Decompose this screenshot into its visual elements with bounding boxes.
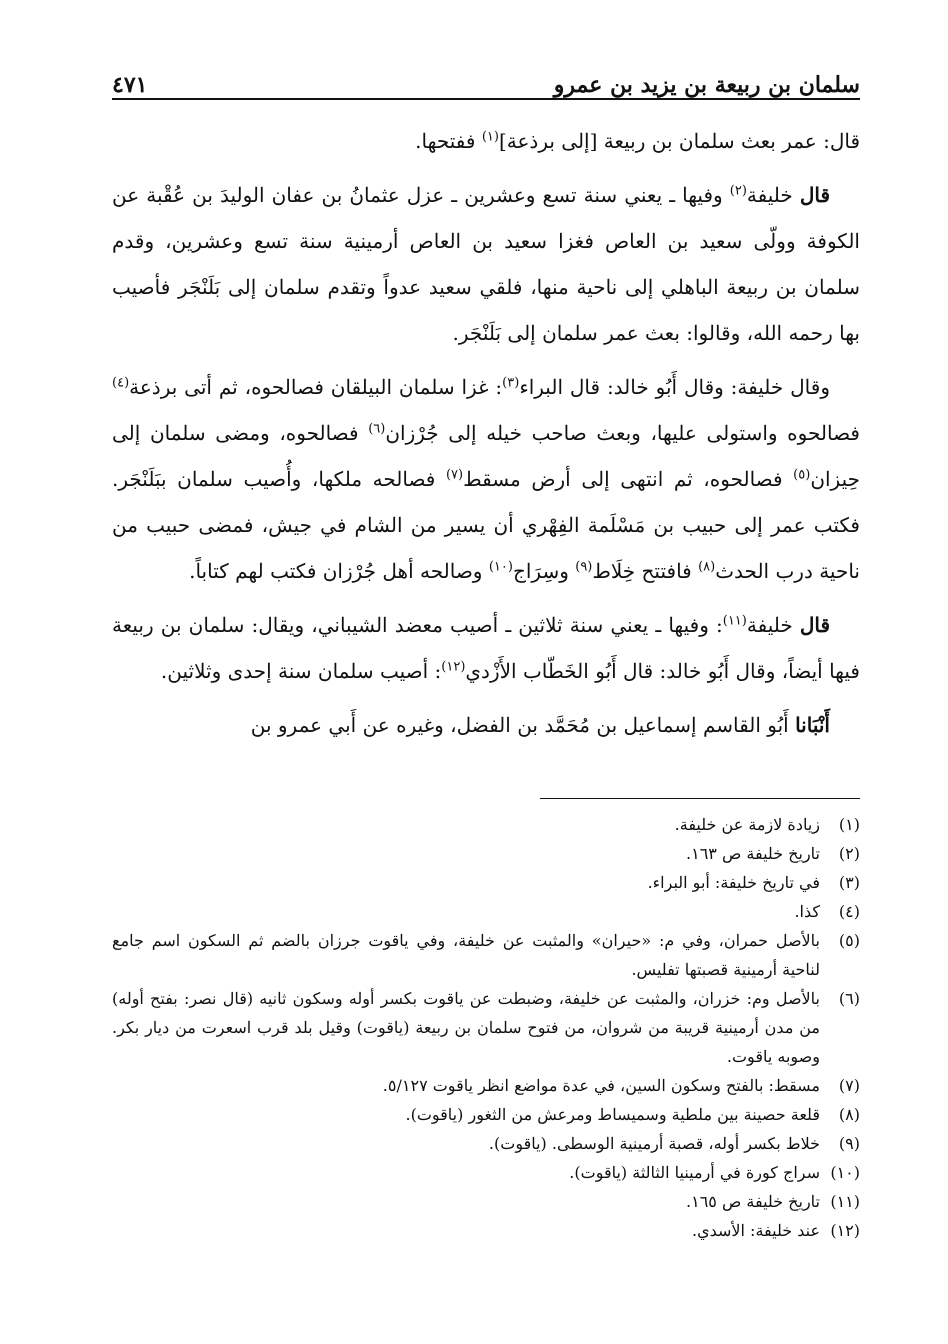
paragraph-1 bbox=[112, 118, 860, 164]
footnote-item bbox=[112, 926, 860, 984]
paragraph-1-text-b: ففتحها. bbox=[415, 129, 482, 153]
footnote-number: (١) bbox=[838, 815, 860, 834]
footnote-item bbox=[112, 1100, 860, 1129]
paragraph-3-text-d: فصالحوه، ومضى سلمان إلى حِيزان bbox=[112, 421, 860, 491]
footnote-number: (٣) bbox=[838, 873, 860, 892]
page-number: ٤٧١ bbox=[112, 72, 148, 98]
footnote-number: (١٠) bbox=[830, 1163, 860, 1182]
footnote-text: قلعة حصينة بين ملطية وسميساط ومرعش من الثغور (ياقوت). bbox=[405, 1105, 820, 1124]
footnote-ref-6: (٦) bbox=[368, 421, 386, 437]
footnote-number: (٩) bbox=[838, 1134, 860, 1153]
footnote-ref-3: (٣) bbox=[502, 375, 520, 391]
footnote-item bbox=[112, 1129, 860, 1158]
paragraph-2 bbox=[112, 172, 860, 356]
paragraph-2-text-a: خليفة bbox=[746, 183, 800, 207]
footnote-text: سراج كورة في أرمينيا الثالثة (ياقوت). bbox=[569, 1163, 820, 1182]
footnote-item bbox=[112, 1187, 860, 1216]
paragraph-4-text-b: : وفيها ـ يعني سنة ثلاثين ـ أصيب معضد الشيباني، ويقال: سلمان بن ربيعة فيها أيضاً، وقال أَبُو خالد: قال أَبُو الخَطّاب الأَزْدي bbox=[112, 613, 860, 683]
paragraph-3 bbox=[112, 364, 860, 594]
footnote-ref-12: (١٢) bbox=[441, 659, 466, 675]
paragraph-5-text-a: أَبُو القاسم إسماعيل بن مُحَمَّد بن الفضل، وغيره عن أَبي عمرو بن bbox=[250, 713, 796, 737]
page-header bbox=[112, 58, 860, 98]
header-rule bbox=[112, 98, 860, 100]
footnote-text: تاريخ خليفة ص ١٦٥. bbox=[686, 1192, 820, 1211]
paragraph-3-text-g: فافتتح خِلَاط bbox=[592, 559, 699, 583]
footnote-number: (٥) bbox=[838, 931, 860, 950]
footnote-ref-1: (١) bbox=[481, 129, 499, 145]
paragraph-4-text-c: : أصيب سلمان سنة إحدى وثلاثين. bbox=[160, 659, 442, 683]
paragraph-2-keyword: قال bbox=[799, 183, 830, 207]
footnote-ref-2: (٢) bbox=[729, 183, 747, 199]
footnote-item bbox=[112, 1071, 860, 1100]
footnote-ref-7: (٧) bbox=[445, 467, 464, 483]
footnote-number: (٨) bbox=[838, 1105, 860, 1124]
footnote-text: عند خليفة: الأسدي. bbox=[691, 1221, 820, 1240]
footnote-text: مسقط: بالفتح وسكون السين، في عدة مواضع انظر ياقوت ٥/١٢٧. bbox=[382, 1076, 820, 1095]
footnote-ref-8: (٨) bbox=[698, 559, 716, 575]
footnote-number: (١١) bbox=[830, 1192, 860, 1211]
paragraph-3-text-c: فصالحوه واستولى عليها، وبعث صاحب خيله إلى جُرْزان bbox=[385, 421, 860, 445]
footnote-text: في تاريخ خليفة: أبو البراء. bbox=[647, 873, 820, 892]
paragraph-2-text-b: وفيها ـ يعني سنة تسع وعشرين ـ عزل عثمانُ بن عفان الوليدَ بن عُقْبة عن الكوفة وولّى سعيد بن العاص فغزا سعيد بن العاص أرمينية سنة تسع وعشرين، وقدم سلمان بن ربيعة الباهلي إلى ناحية منها، فلقي سعيد عدواً وتقدم سلمان إلى بَلَنْجَر فأصيب بها رحمه الله، وقالوا: بعث عمر سلمان إلى بَلَنْجَر. bbox=[112, 183, 860, 345]
paragraph-4 bbox=[112, 602, 860, 694]
footnote-item bbox=[112, 839, 860, 868]
footnote-text: بالأصل وم: خزران، والمثبت عن خليفة، وضبطت عن ياقوت بكسر أوله وسكون ثانيه (قال نصر: بفتح أوله) من مدن أرمينية قريبة من شروان، من فتوح سلمان بن ربيعة (ياقوت) وقيل بلد قرب اسعرت من ديار بكر. وصوبه ياقوت. bbox=[112, 989, 821, 1066]
footnote-text: كذا. bbox=[794, 902, 820, 921]
running-title: سلمان بن ربيعة بن يزيد بن عمرو bbox=[553, 72, 860, 98]
footnote-item bbox=[112, 1216, 860, 1245]
footnote-text: خلاط بكسر أوله، قصبة أرمينية الوسطى. (ياقوت). bbox=[488, 1134, 820, 1153]
footnotes bbox=[112, 810, 860, 1245]
footnote-ref-11: (١١) bbox=[722, 613, 747, 629]
paragraph-3-text-h: وسِرَاج bbox=[512, 559, 576, 583]
paragraph-1-text-a: قال: عمر بعث سلمان بن ربيعة [إلى برذعة] bbox=[498, 129, 860, 153]
paragraph-3-text-f: فصالحه ملكها، وأُصيب سلمان ببَلَنْجَر. فكتب عمر إلى حبيب بن مَسْلَمة الفِهْري أن يسير من الشام في جيش، فمضى حبيب من ناحية درب الحدث bbox=[112, 467, 860, 583]
footnote-item bbox=[112, 984, 860, 1071]
paragraph-3-text-b: : غزا سلمان البيلقان فصالحوه، ثم أتى برذعة bbox=[129, 375, 503, 399]
footnote-rule bbox=[540, 798, 860, 799]
footnote-number: (١٢) bbox=[830, 1221, 860, 1240]
footnote-ref-4: (٤) bbox=[112, 375, 130, 391]
paragraph-3-text-e: فصالحوه، ثم انتهى إلى أرض مسقط bbox=[463, 467, 794, 491]
footnote-ref-5: (٥) bbox=[793, 467, 811, 483]
footnote-text: تاريخ خليفة ص ١٦٣. bbox=[686, 844, 820, 863]
footnote-text: بالأصل حمران، وفي م: «حيران» والمثبت عن خليفة، وفي ياقوت جرزان بالضم ثم السكون اسم جامع لناحية أرمينية قصبتها تفليس. bbox=[112, 931, 820, 979]
footnote-number: (٢) bbox=[838, 844, 860, 863]
footnote-ref-9: (٩) bbox=[575, 559, 593, 575]
footnote-item bbox=[112, 1158, 860, 1187]
paragraph-5-keyword: أَنْبَانا bbox=[795, 713, 830, 737]
paragraph-4-keyword: قال bbox=[799, 613, 831, 637]
paragraph-4-text-a: خليفة bbox=[746, 613, 800, 637]
footnote-item bbox=[112, 868, 860, 897]
footnote-number: (٤) bbox=[838, 902, 860, 921]
footnote-number: (٧) bbox=[838, 1076, 860, 1095]
footnote-item bbox=[112, 897, 860, 926]
paragraph-5 bbox=[112, 702, 860, 748]
footnote-item bbox=[112, 810, 860, 839]
footnote-text: زيادة لازمة عن خليفة. bbox=[674, 815, 820, 834]
paragraph-3-text-a: وقال خليفة: وقال أَبُو خالد: قال البراء bbox=[519, 375, 830, 399]
paragraph-3-text-i: وصالحه أهل جُرْزان فكتب لهم كتاباً. bbox=[189, 559, 489, 583]
footnote-number: (٦) bbox=[838, 989, 860, 1008]
body-text bbox=[112, 118, 860, 748]
footnote-ref-10: (١٠) bbox=[488, 559, 513, 575]
